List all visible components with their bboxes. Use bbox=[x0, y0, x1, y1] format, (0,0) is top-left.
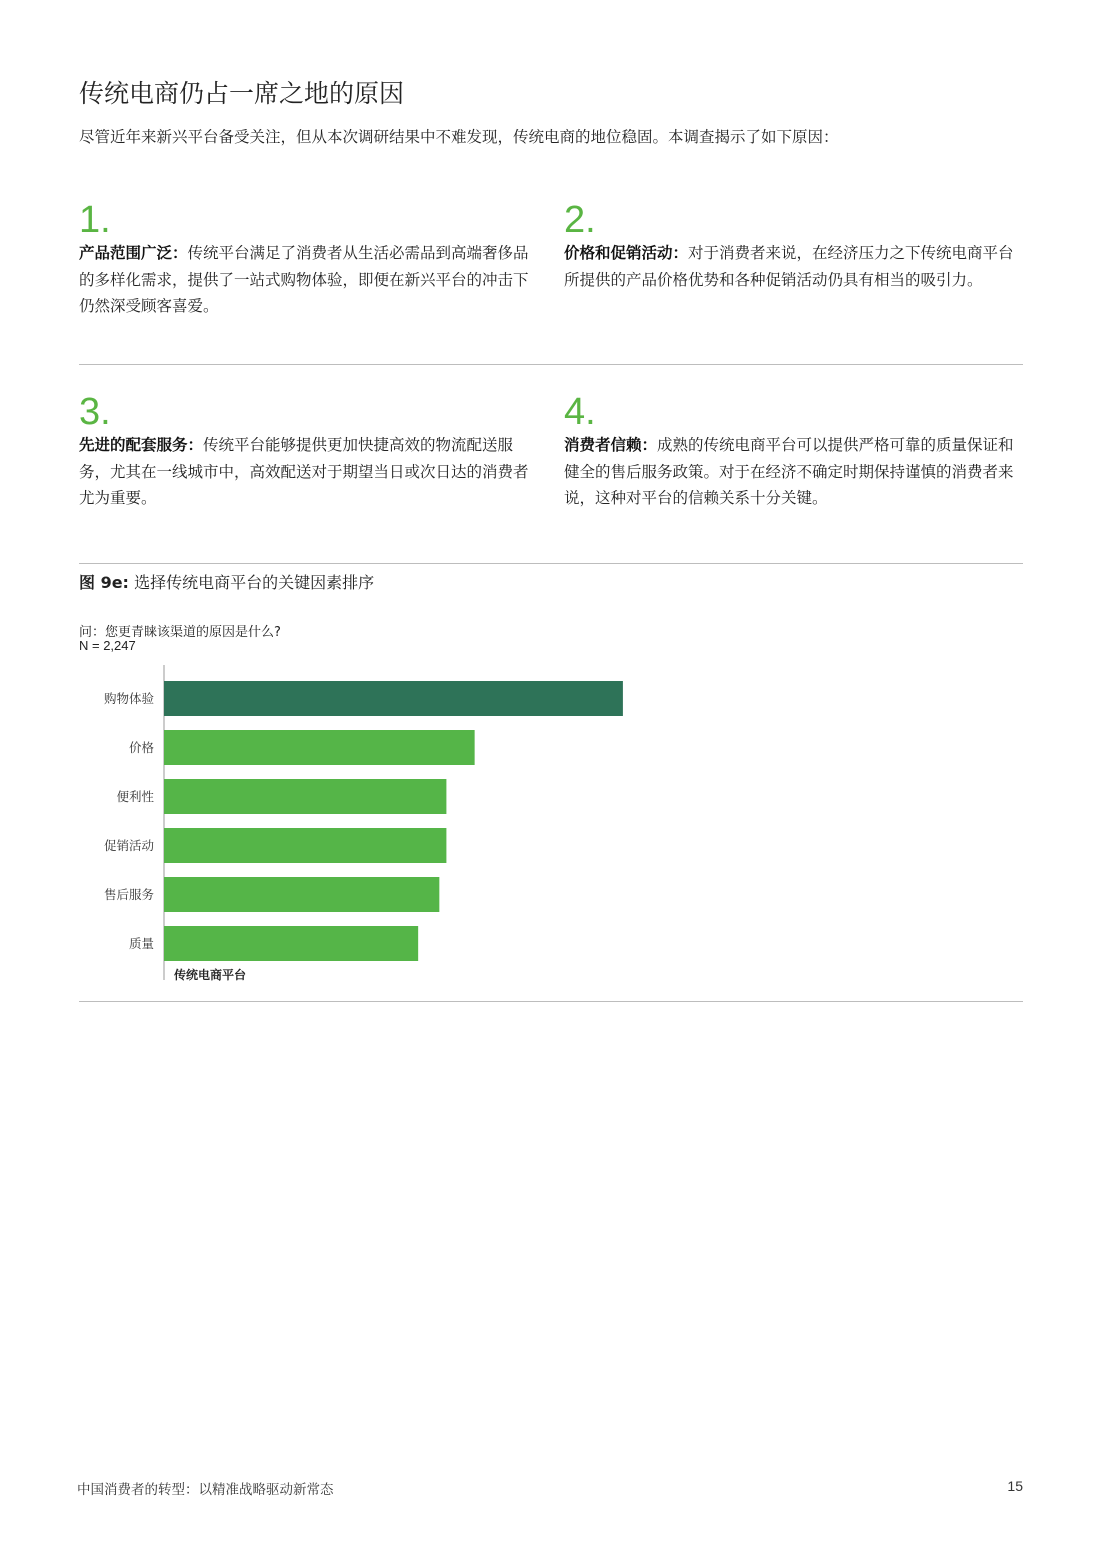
reason-heading: 产品范围广泛： bbox=[79, 244, 188, 262]
reason-number: 1. bbox=[79, 199, 111, 241]
reason-4 bbox=[564, 392, 1024, 512]
category-label: 促销活动 bbox=[103, 838, 154, 853]
reason-3 bbox=[79, 392, 539, 512]
reason-number: 3. bbox=[79, 391, 111, 433]
bar bbox=[164, 681, 623, 716]
reason-number: 2. bbox=[564, 199, 596, 241]
page-title: 传统电商仍占一席之地的原因 bbox=[79, 79, 405, 108]
figure-bottom-divider bbox=[79, 1001, 1023, 1002]
figure-title bbox=[79, 570, 374, 593]
bar bbox=[164, 877, 439, 912]
section-divider bbox=[79, 364, 1023, 365]
footer-title: 中国消费者的转型：以精准战略驱动新常态 bbox=[77, 1482, 334, 1498]
figure-title-text: 选择传统电商平台的关键因素排序 bbox=[134, 573, 375, 592]
reason-body bbox=[79, 240, 539, 320]
reason-body bbox=[564, 432, 1024, 512]
figure-top-divider bbox=[79, 563, 1023, 564]
sample-size: N = 2,247 bbox=[79, 638, 136, 653]
reason-text: 传统平台能够提供更加快捷高效的物流配送服务，尤其在一线城市中，高效配送对于期望当日或次日达的消费者尤为重要。 bbox=[79, 436, 529, 507]
reason-text: 传统平台满足了消费者从生活必需品到高端奢侈品的多样化需求，提供了一站式购物体验，即便在新兴平台的冲击下仍然深受顾客喜爱。 bbox=[79, 244, 529, 315]
reason-1 bbox=[79, 200, 539, 320]
reason-body bbox=[79, 432, 539, 512]
reason-heading: 先进的配套服务： bbox=[79, 436, 204, 454]
category-label: 便利性 bbox=[116, 789, 154, 804]
bar-chart bbox=[79, 665, 1023, 987]
bar bbox=[164, 730, 475, 765]
reason-text: 成熟的传统电商平台可以提供严格可靠的质量保证和健全的售后服务政策。对于在经济不确定时期保持谨慎的消费者来说，这种对平台的信赖关系十分关键。 bbox=[564, 436, 1014, 507]
category-label: 质量 bbox=[128, 936, 154, 951]
category-label: 售后服务 bbox=[103, 887, 154, 902]
page-number: 15 bbox=[1007, 1478, 1023, 1494]
bar bbox=[164, 926, 418, 961]
figure-label: 图 9e: bbox=[79, 573, 129, 592]
reason-heading: 消费者信赖： bbox=[564, 436, 658, 454]
reason-body bbox=[564, 240, 1024, 293]
reason-text: 对于消费者来说，在经济压力之下传统电商平台所提供的产品价格优势和各种促销活动仍具有相当的吸引力。 bbox=[564, 244, 1014, 289]
reason-number: 4. bbox=[564, 391, 596, 433]
category-label: 价格 bbox=[128, 740, 154, 755]
bar bbox=[164, 828, 446, 863]
series-label: 传统电商平台 bbox=[174, 968, 247, 982]
category-label: 购物体验 bbox=[103, 691, 154, 706]
reason-2 bbox=[564, 200, 1024, 293]
bar bbox=[164, 779, 446, 814]
survey-question: 问：您更青睐该渠道的原因是什么? bbox=[79, 625, 281, 640]
reason-heading: 价格和促销活动： bbox=[564, 244, 689, 262]
intro-paragraph: 尽管近年来新兴平台备受关注，但从本次调研结果中不难发现，传统电商的地位稳固。本调查揭示了如下原因： bbox=[79, 128, 839, 146]
